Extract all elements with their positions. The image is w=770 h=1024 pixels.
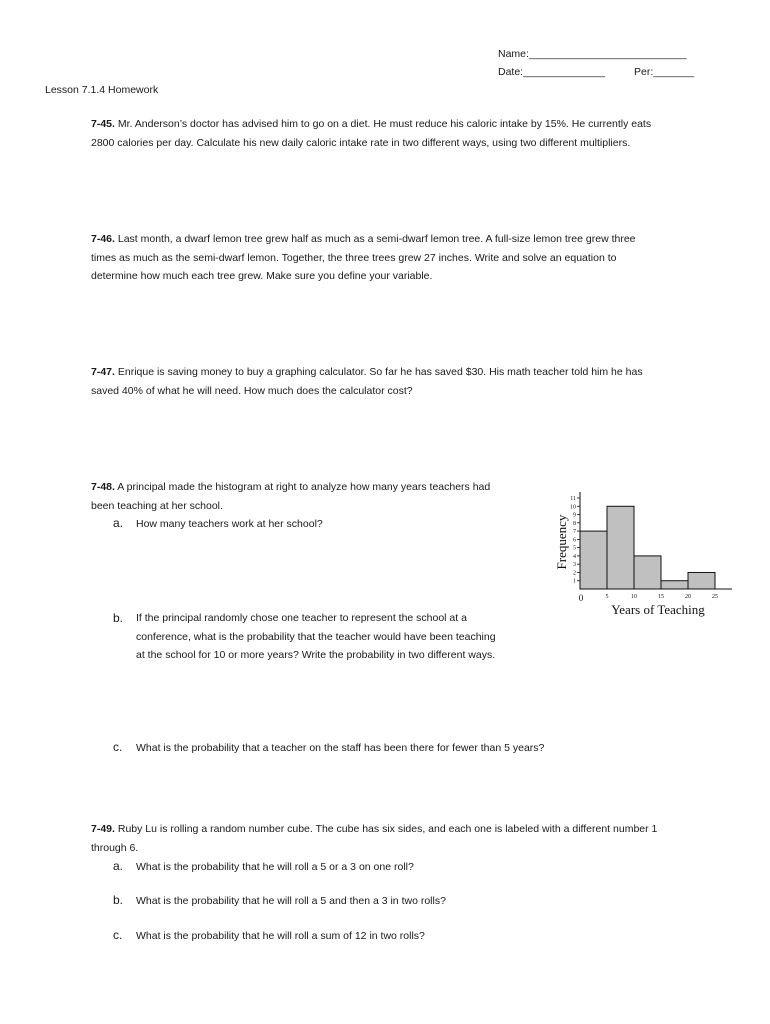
histogram-bar [688, 572, 715, 589]
problem-line [91, 363, 721, 382]
problem-number: 7-48. [91, 481, 115, 493]
subpart-letter: b. [113, 893, 124, 907]
problem-7-48-a [113, 514, 323, 534]
y-tick-label: 9 [573, 512, 576, 519]
problem-7-47 [91, 363, 721, 400]
problem-text: Ruby Lu is rolling a random number cube. The cube has six sides, and each one is labeled with a different number 1 [117, 823, 658, 835]
date-blank: ______________ [523, 66, 605, 78]
problem-text: Enrique is saving money to buy a graphing calculator. So far he has saved $30. His math teacher told him he has [117, 366, 643, 378]
x-axis-label: Years of Teaching [611, 602, 705, 617]
y-tick-label: 4 [573, 553, 576, 560]
problem-7-49 [91, 820, 721, 857]
problem-7-49-a [113, 857, 414, 877]
y-tick-label: 11 [570, 496, 576, 502]
subpart-line: at the school for 10 or more years? Write the probability in two different ways. [136, 649, 496, 661]
problem-text: Last month, a dwarf lemon tree grew half as much as a semi-dwarf lemon tree. A full-size lemon tree grew three [117, 233, 636, 245]
problem-7-48-b-text [136, 609, 556, 665]
date-field [498, 66, 605, 78]
problem-7-46 [91, 230, 721, 286]
histogram-bar [580, 531, 607, 589]
problem-text: Mr. Anderson’s doctor has advised him to go on a diet. He must reduce his caloric intake by 15%. He currently eats [117, 118, 652, 130]
problem-number: 7-46. [91, 233, 115, 245]
problem-number: 7-49. [91, 823, 115, 835]
problem-line [91, 230, 721, 249]
problem-line: 2800 calories per day. Calculate his new daily caloric intake rate in two different ways, using two different multipliers. [91, 136, 631, 149]
problem-7-48-c [113, 738, 544, 758]
subpart-text: What is the probability that a teacher on the staff has been there for fewer than 5 years? [136, 742, 545, 754]
date-label: Date: [498, 66, 524, 78]
problem-line: through 6. [91, 841, 139, 854]
subpart-line: If the principal randomly chose one teacher to represent the school at a [136, 612, 467, 624]
y-axis-label: Frequency [554, 514, 569, 570]
subpart-text: What is the probability that he will roll a 5 and then a 3 in two rolls? [136, 895, 446, 907]
problem-line [91, 478, 541, 497]
y-tick-label: 3 [573, 562, 576, 569]
subpart-text: How many teachers work at her school? [136, 518, 323, 530]
y-tick-label: 8 [573, 520, 576, 527]
subpart-letter: c. [113, 928, 123, 942]
subpart-letter: a. [113, 516, 124, 530]
x-tick-label: 15 [658, 594, 664, 600]
problem-line [91, 820, 721, 839]
x-tick-label: 10 [631, 594, 637, 600]
histogram-bar [634, 556, 661, 589]
name-blank: ___________________________ [528, 48, 687, 60]
subpart-line: conference, what is the probability that the teacher would have been teaching [136, 630, 496, 643]
y-tick-label: 6 [573, 537, 576, 544]
problem-line: saved 40% of what he will need. How much does the calculator cost? [91, 384, 413, 397]
subpart-text: What is the probability that he will roll a 5 or a 3 on one roll? [136, 861, 414, 873]
subpart-letter: b. [113, 611, 124, 625]
period-field [634, 66, 694, 78]
histogram-chart [548, 486, 740, 618]
problem-line: determine how much each tree grew. Make sure you define your variable. [91, 270, 433, 282]
period-label: Per: [634, 66, 654, 78]
x-tick-label: 20 [685, 594, 691, 600]
problem-7-49-c [113, 926, 425, 946]
problem-7-45 [91, 115, 721, 152]
name-field [498, 48, 687, 60]
histogram-bar [607, 506, 634, 589]
histogram-bar [661, 581, 688, 589]
lesson-title: Lesson 7.1.4 Homework [45, 84, 159, 96]
y-tick-label: 1 [573, 578, 576, 585]
origin-label: 0 [578, 593, 584, 603]
problem-line: times as much as the semi-dwarf lemon. Together, the three trees grew 27 inches. Write and solve an equation to [91, 251, 617, 264]
y-tick-label: 7 [573, 529, 576, 536]
subpart-letter: c. [113, 740, 123, 754]
problem-line [91, 115, 721, 134]
period-blank: _______ [653, 66, 695, 78]
x-tick-label: 5 [605, 594, 609, 600]
y-tick-label: 2 [573, 570, 576, 577]
problem-number: 7-47. [91, 366, 115, 378]
subpart-letter: a. [113, 859, 124, 873]
problem-text: A principal made the histogram at right to analyze how many years teachers had [117, 481, 491, 493]
y-tick-label: 5 [573, 545, 576, 552]
problem-number: 7-45. [91, 118, 115, 130]
problem-line: been teaching at her school. [91, 499, 223, 512]
y-tick-label: 10 [570, 504, 576, 511]
subpart-text: What is the probability that he will roll a sum of 12 in two rolls? [136, 930, 425, 942]
problem-7-49-b [113, 891, 446, 911]
problem-7-48 [91, 478, 541, 515]
problem-7-48-b [113, 609, 136, 629]
name-label: Name: [498, 48, 529, 60]
x-tick-label: 25 [712, 594, 718, 600]
